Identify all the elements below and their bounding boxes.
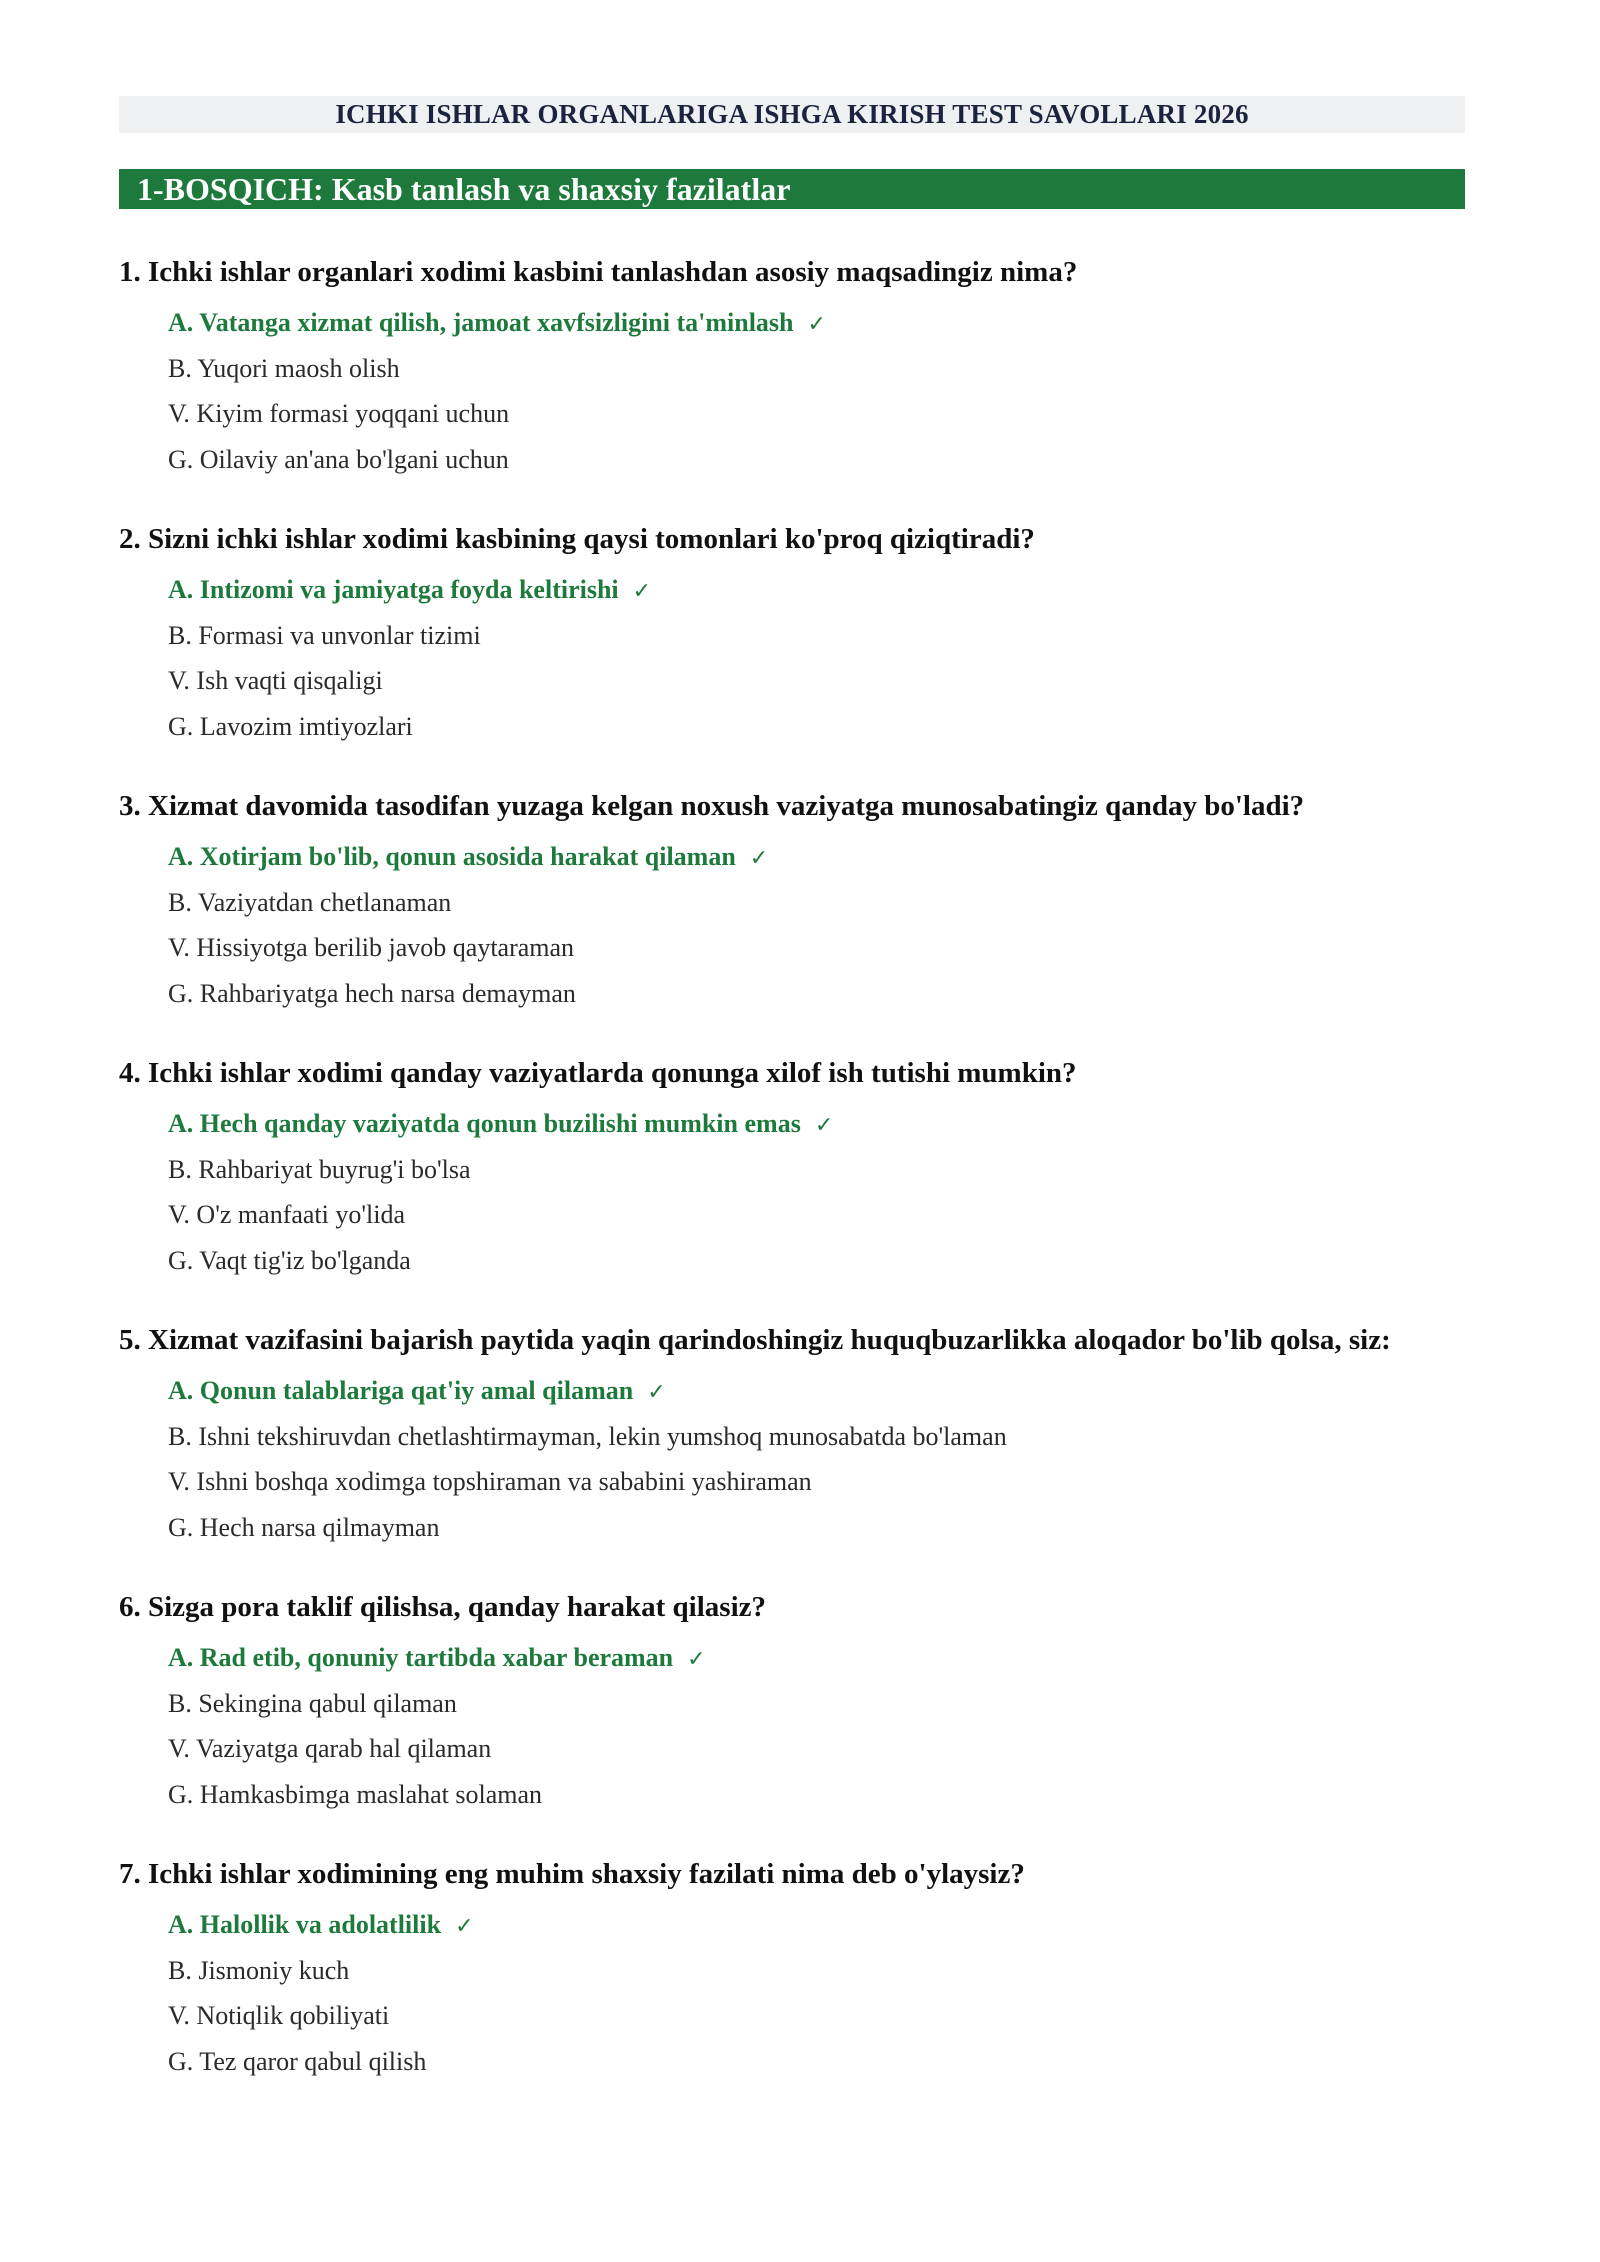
answer-option [168, 1238, 1479, 1284]
answer-option [168, 1192, 1479, 1238]
correct-answer-option [168, 1368, 1479, 1414]
answer-option [168, 1505, 1479, 1551]
answer-option-label: A. Xotirjam bo'lib, qonun asosida harakat qilaman [168, 842, 736, 871]
question-3 [119, 784, 1479, 1051]
answer-option [168, 1948, 1479, 1994]
correct-answer-option [168, 300, 1479, 346]
answer-option-label: A. Qonun talablariga qat'iy amal qilaman [168, 1376, 634, 1405]
document-title: ICHKI ISHLAR ORGANLARIGA ISHGA KIRISH TEST SAVOLLARI 2026 [119, 96, 1465, 133]
answer-option-label: G. Hamkasbimga maslahat solaman [168, 1779, 543, 1809]
section-heading: 1-BOSQICH: Kasb tanlash va shaxsiy fazilatlar [119, 169, 1465, 209]
answer-option-label: B. Yuqori maosh olish [168, 353, 400, 383]
question-text: 6. Sizga pora taklif qilishsa, qanday harakat qilasiz? [119, 1591, 766, 1623]
question-5 [119, 1318, 1479, 1585]
answer-option [168, 346, 1479, 392]
checkmark-icon: ✓ [687, 1647, 706, 1672]
question-text: 4. Ichki ishlar xodimi qanday vaziyatlarda qonunga xilof ish tutishi mumkin? [119, 1057, 1077, 1089]
answer-option-label: G. Rahbariyatga hech narsa demayman [168, 978, 576, 1008]
correct-answer-option [168, 1101, 1479, 1147]
answer-option [168, 437, 1479, 483]
question-1 [119, 250, 1479, 517]
answer-option-label: A. Rad etib, qonuniy tartibda xabar beraman [168, 1643, 674, 1672]
answer-option-label: A. Intizomi va jamiyatga foyda keltirishi [168, 575, 619, 604]
answer-option [168, 658, 1479, 704]
question-6 [119, 1585, 1479, 1852]
answer-option [168, 880, 1479, 926]
answer-option-label: V. Hissiyotga berilib javob qaytaraman [168, 933, 575, 962]
answer-option [168, 704, 1479, 750]
answer-option-label: A. Vatanga xizmat qilish, jamoat xavfsizligini ta'minlash [168, 308, 794, 337]
correct-answer-option [168, 834, 1479, 880]
answer-option-label: G. Oilaviy an'ana bo'lgani uchun [168, 444, 509, 474]
question-text: 3. Xizmat davomida tasodifan yuzaga kelgan noxush vaziyatga munosabatingiz qanday bo'ladi? [119, 790, 1305, 822]
answer-option-label: V. Kiyim formasi yoqqani uchun [168, 399, 510, 428]
checkmark-icon: ✓ [814, 1113, 834, 1138]
answer-option-label: A. Halollik va adolatlilik [168, 1910, 442, 1939]
answer-option-label: V. O'z manfaati yo'lida [168, 1200, 406, 1229]
answer-option-label: G. Tez qaror qabul qilish [168, 2046, 427, 2076]
answer-option [168, 1993, 1479, 2039]
answer-option-label: V. Vaziyatga qarab hal qilaman [168, 1734, 492, 1763]
checkmark-icon: ✓ [807, 312, 826, 337]
answer-option [168, 1414, 1479, 1460]
answer-option-label: V. Ishni boshqa xodimga topshiraman va sababini yashiraman [168, 1467, 812, 1496]
answer-option-label: V. Notiqlik qobiliyati [168, 2001, 390, 2030]
answer-option [168, 613, 1479, 659]
answer-option-label: B. Ishni tekshiruvdan chetlashtirmayman, lekin yumshoq munosabatda bo'laman [168, 1421, 1007, 1451]
answer-option-label: B. Vaziyatdan chetlanaman [168, 887, 452, 917]
answer-option-label: G. Lavozim imtiyozlari [168, 711, 413, 741]
checkmark-icon: ✓ [647, 1380, 666, 1405]
answer-option [168, 1772, 1479, 1818]
answer-option [168, 925, 1479, 971]
question-text: 5. Xizmat vazifasini bajarish paytida yaqin qarindoshingiz huquqbuzarlikka aloqador bo'lib qolsa, siz: [119, 1324, 1391, 1356]
correct-answer-option [168, 1635, 1479, 1681]
question-text: 1. Ichki ishlar organlari xodimi kasbini tanlashdan asosiy maqsadingiz nima? [119, 256, 1078, 288]
checkmark-icon: ✓ [632, 579, 652, 604]
answer-option [168, 971, 1479, 1017]
answer-option-label: A. Hech qanday vaziyatda qonun buzilishi mumkin emas [168, 1109, 801, 1138]
question-4 [119, 1051, 1479, 1318]
answer-option-label: G. Hech narsa qilmayman [168, 1512, 440, 1542]
answer-option [168, 1459, 1479, 1505]
answer-option-label: G. Vaqt tig'iz bo'lganda [168, 1245, 411, 1275]
answer-option-label: B. Formasi va unvonlar tizimi [168, 620, 481, 650]
answer-option-label: V. Ish vaqti qisqaligi [168, 666, 383, 695]
answer-option-label: B. Sekingina qabul qilaman [168, 1688, 457, 1718]
answer-option [168, 1726, 1479, 1772]
answer-option-label: B. Jismoniy kuch [168, 1955, 350, 1985]
question-7 [119, 1852, 1479, 2119]
answer-option [168, 1681, 1479, 1727]
checkmark-icon: ✓ [455, 1914, 474, 1939]
answer-option [168, 2039, 1479, 2085]
answer-option [168, 1147, 1479, 1193]
answer-option-label: B. Rahbariyat buyrug'i bo'lsa [168, 1154, 471, 1184]
checkmark-icon: ✓ [749, 846, 769, 871]
correct-answer-option [168, 1902, 1479, 1948]
correct-answer-option [168, 567, 1479, 613]
question-text: 7. Ichki ishlar xodimining eng muhim shaxsiy fazilati nima deb o'ylaysiz? [119, 1858, 1025, 1890]
answer-option [168, 391, 1479, 437]
question-2 [119, 517, 1479, 784]
question-list [119, 250, 1479, 2119]
question-text: 2. Sizni ichki ishlar xodimi kasbining qaysi tomonlari ko'proq qiziqtiradi? [119, 523, 1035, 555]
